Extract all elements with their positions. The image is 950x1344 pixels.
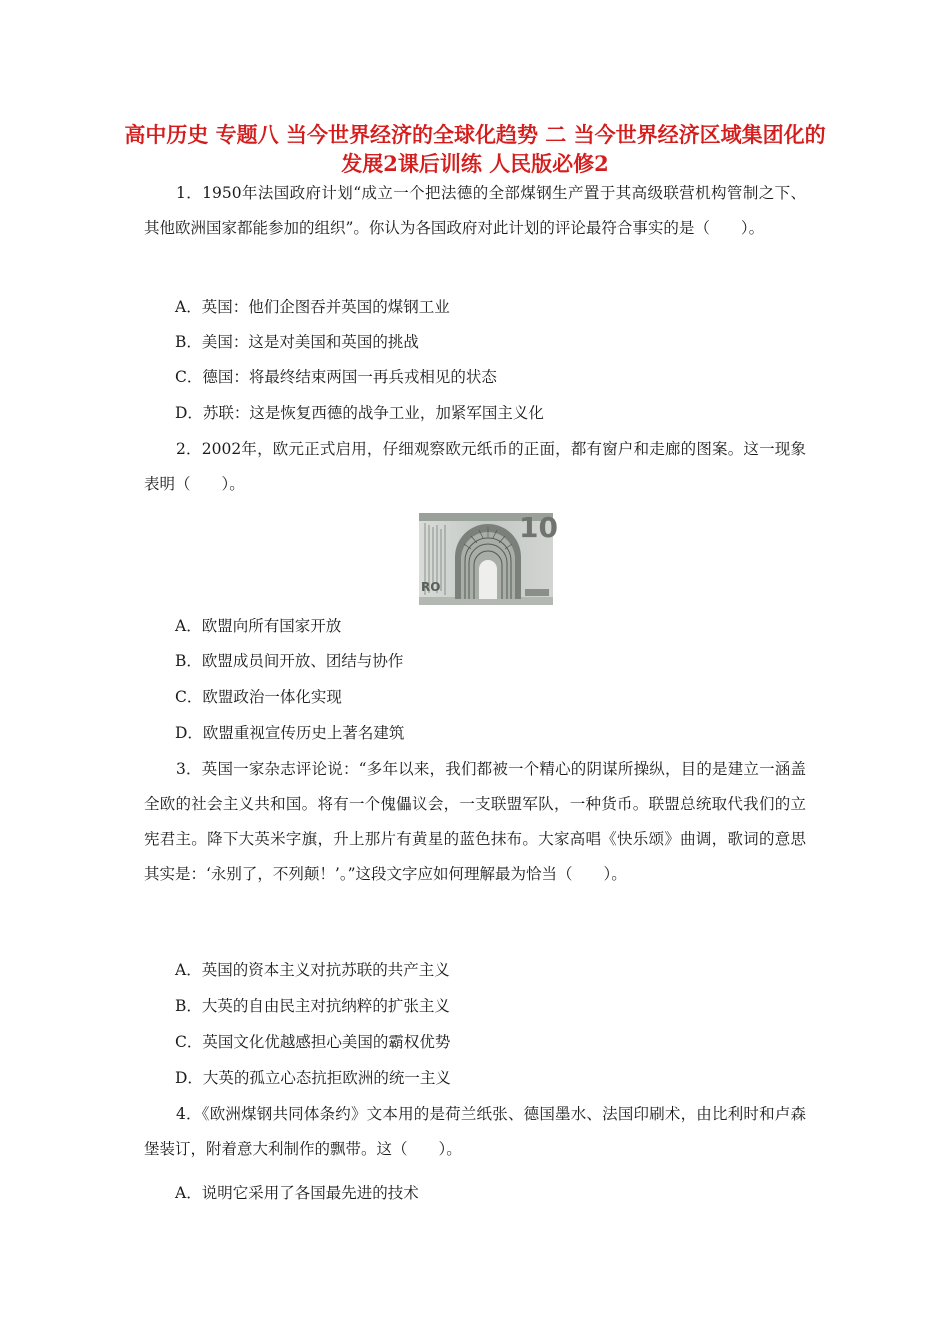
- question-2-option-d: D．欧盟重视宣传历史上著名建筑: [175, 724, 405, 742]
- question-2-option-b: B．欧盟成员间开放、团结与协作: [175, 652, 404, 670]
- question-1-option-c: C．德国：将最终结束两国一再兵戎相见的状态: [175, 368, 497, 386]
- question-2-option-a: A．欧盟向所有国家开放: [175, 617, 342, 635]
- svg-text:10: 10: [519, 511, 558, 544]
- question-1-option-a: A．英国：他们企图吞并英国的煤钢工业: [175, 298, 450, 316]
- question-3-option-b: B．大英的自由民主对抗纳粹的扩张主义: [175, 997, 450, 1015]
- document-title: 高中历史 专题八 当今世界经济的全球化趋势 二 当今世界经济区域集团化的发展2课后训练 人民版必修2: [124, 122, 826, 176]
- question-1-option-b: B．美国：这是对美国和英国的挑战: [175, 333, 419, 351]
- question-3-stem: 3．英国一家杂志评论说：“多年以来，我们都被一个精心的阴谋所操纵，目的是建立一涵盖全欧的社会主义共和国。将有一个傀儡议会，一支联盟军队，一种货币。联盟总统取代我们的立宪君主。降下大英米字旗，升上那片有黄星的蓝色抹布。大家高唱《快乐颂》曲调，歌词的意思其实是：‘永别了，不列颠！’。”这段文字应如何理解最为恰当（ ）。: [144, 760, 806, 883]
- question-3-option-a: A．英国的资本主义对抗苏联的共产主义: [175, 961, 450, 979]
- euro-banknote-image: [419, 511, 558, 605]
- svg-text:RO: RO: [421, 580, 441, 594]
- question-3-option-d: D．大英的孤立心态抗拒欧洲的统一主义: [175, 1069, 451, 1087]
- question-1-option-d: D．苏联：这是恢复西德的战争工业，加紧军国主义化: [175, 404, 544, 422]
- question-1-stem: 1．1950年法国政府计划“成立一个把法德的全部煤钢生产置于其高级联营机构管制之下、其他欧洲国家都能参加的组织”。你认为各国政府对此计划的评论最符合事实的是（ ）。: [144, 184, 806, 237]
- question-4-stem: 4．《欧洲煤钢共同体条约》文本用的是荷兰纸张、德国墨水、法国印刷术，由比利时和卢森堡装订，附着意大利制作的飘带。这（ ）。: [144, 1105, 806, 1158]
- question-4-option-a: A．说明它采用了各国最先进的技术: [175, 1184, 419, 1202]
- question-2-option-c: C．欧盟政治一体化实现: [175, 688, 342, 706]
- question-3-option-c: C．英国文化优越感担心美国的霸权优势: [175, 1033, 451, 1051]
- question-2-stem: 2．2002年，欧元正式启用，仔细观察欧元纸币的正面，都有窗户和走廊的图案。这一现象表明（ ）。: [144, 440, 806, 493]
